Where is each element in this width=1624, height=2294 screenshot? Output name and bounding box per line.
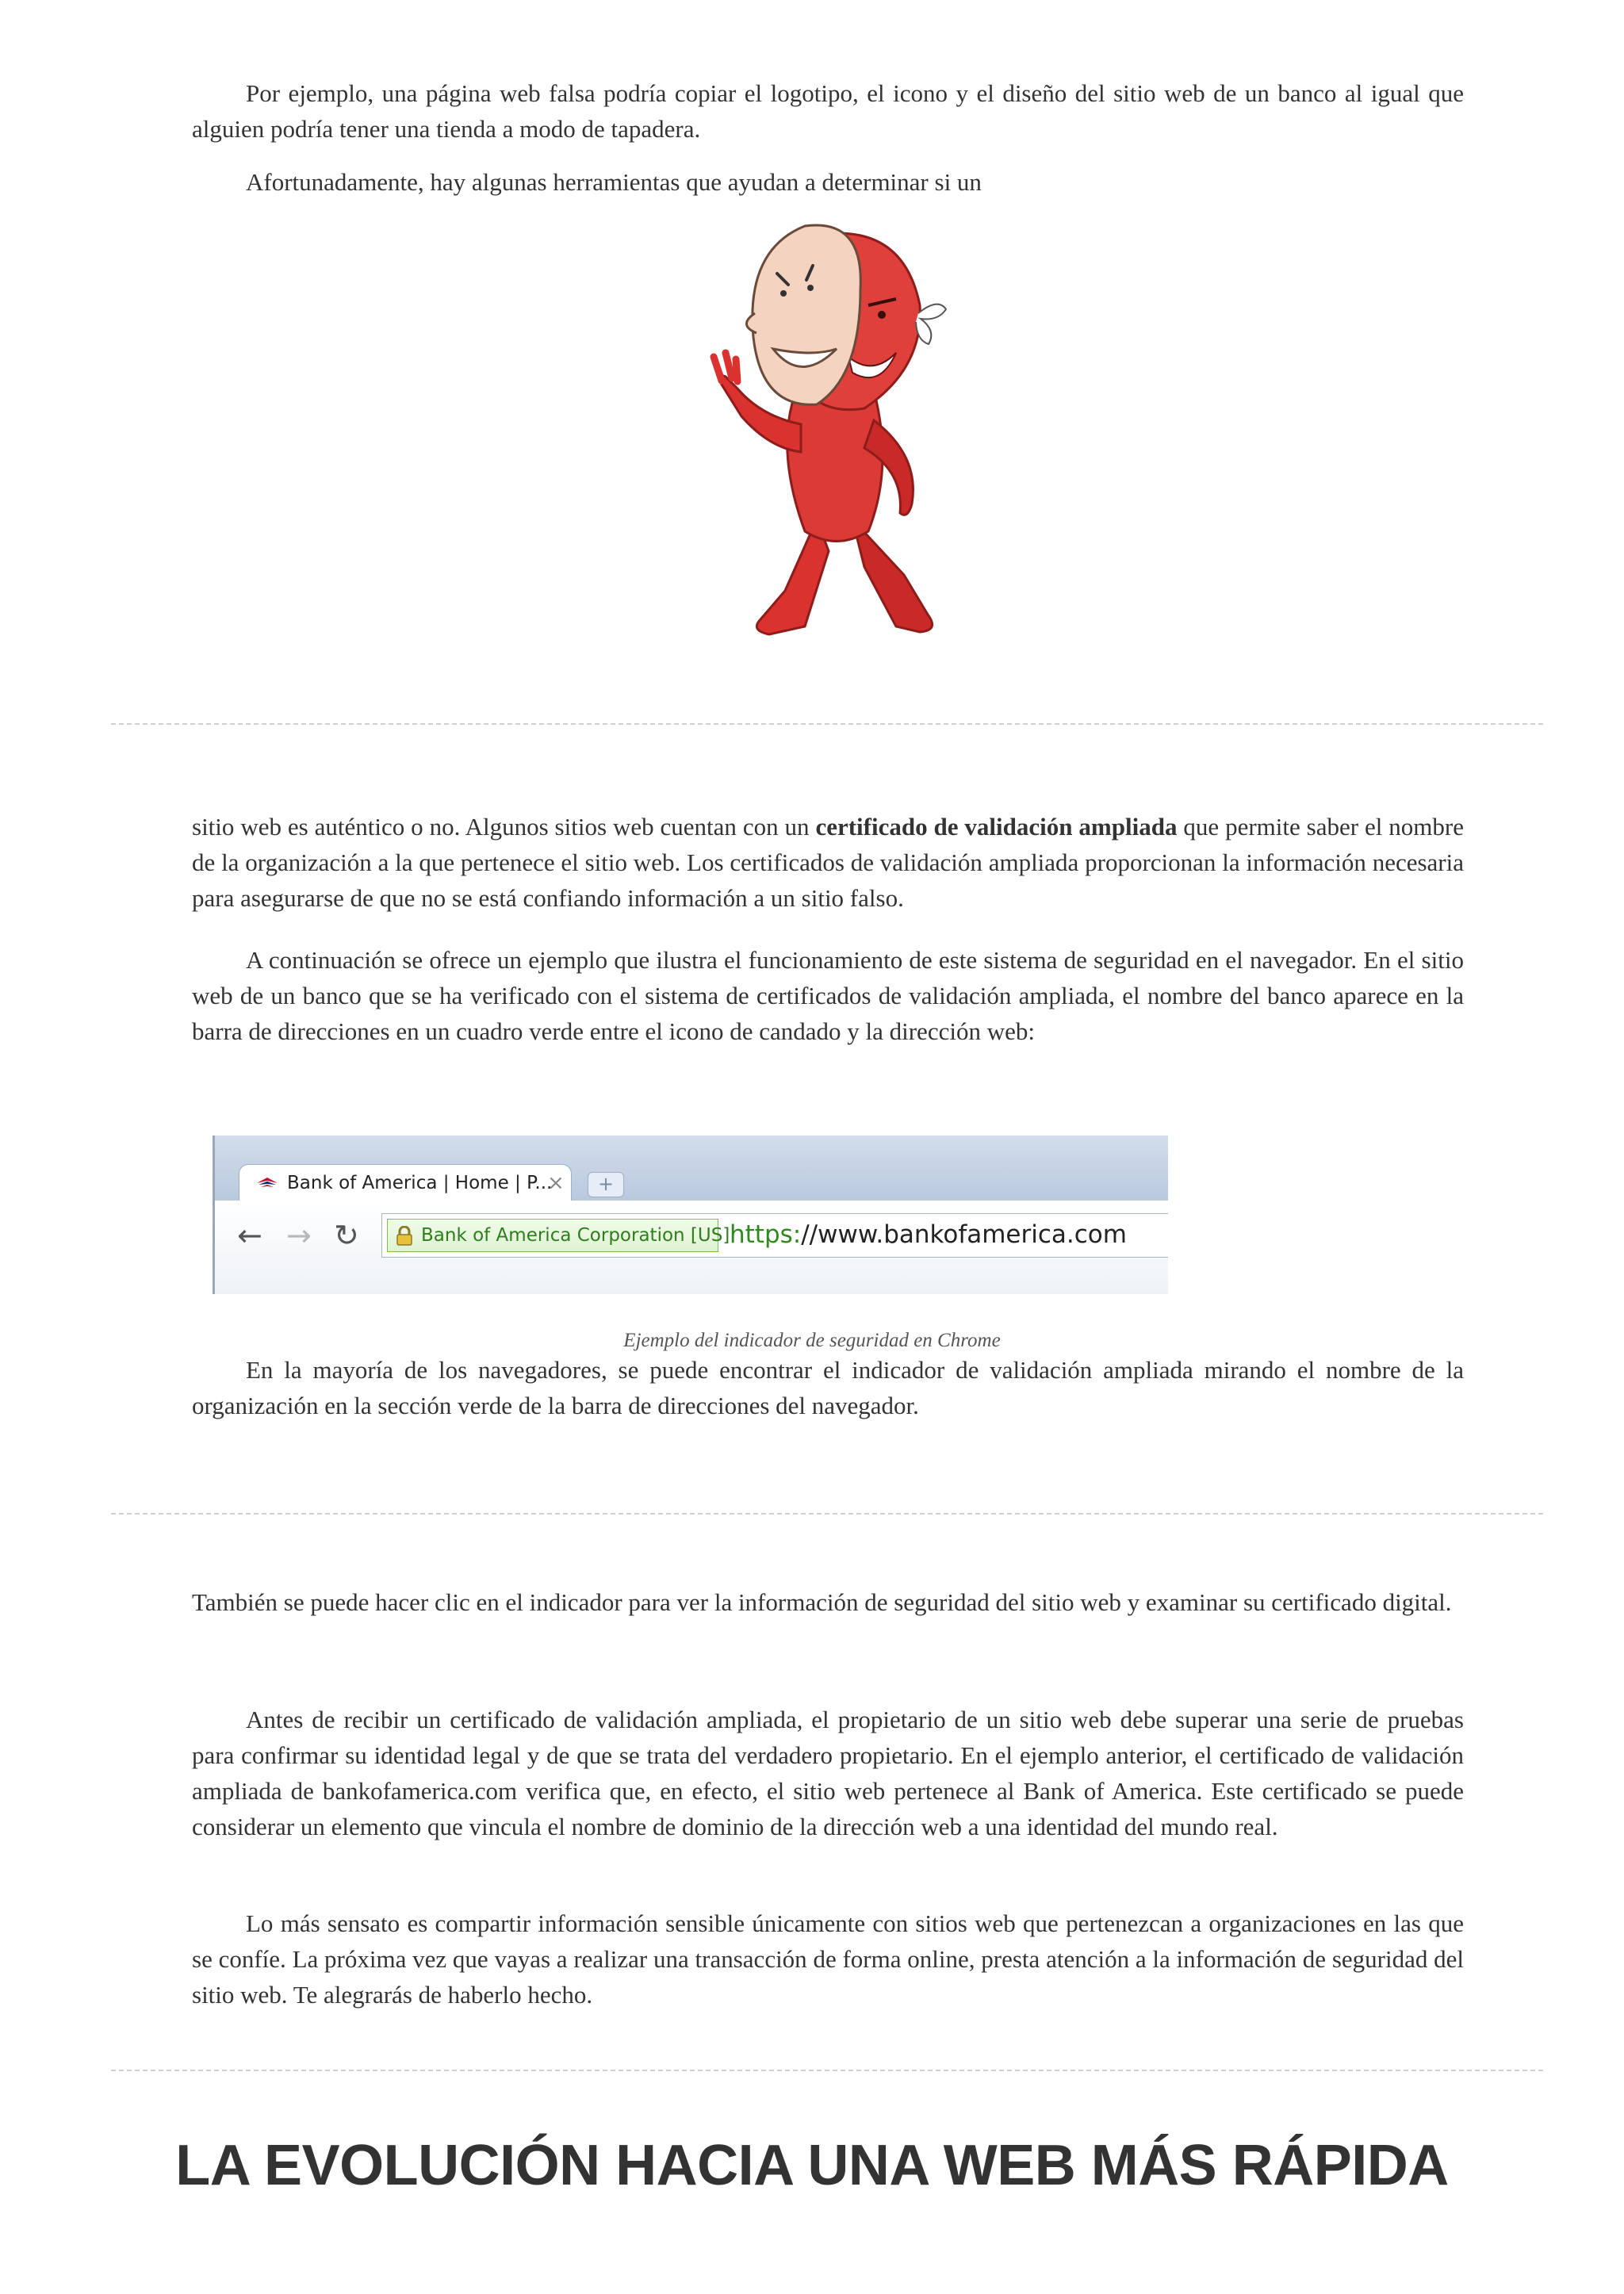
paragraph-phishing-example: Por ejemplo, una página web falsa podría copiar el logotipo, el icono y el diseño del sitio web de un banco al igual que alguien podría tener una tienda a modo de tapadera. <box>192 79 1464 143</box>
bank-flag-icon <box>255 1176 279 1190</box>
figure-caption: Ejemplo del indicador de seguridad en Chrome <box>623 1330 1001 1351</box>
section-heading: LA EVOLUCIÓN HACIA UNA WEB MÁS RÁPIDA <box>175 2134 1449 2197</box>
section-divider <box>111 723 1543 725</box>
url-text: https://www.bankofamerica.com <box>730 1220 1127 1249</box>
close-icon: × <box>547 1171 565 1195</box>
back-arrow-icon: ← <box>237 1218 262 1253</box>
forward-arrow-icon: → <box>286 1218 312 1253</box>
chrome-ev-screenshot <box>213 1136 1168 1294</box>
paragraph-certificate-process: Antes de recibir un certificado de validación ampliada, el propietario de un sitio web debe superar una serie de pruebas para confirmar su identidad legal y de que se trata del verdadero propietario. En el ejemplo anterior, el certificado de validación ampliada de bankofamerica.com verifica que, en efecto, el sitio web pertenece al Bank of America. Este certificado se puede considerar un elemento que vincula el nombre de dominio de la dirección web a una identidad del mundo real. <box>192 1706 1464 1840</box>
lock-icon <box>396 1226 413 1247</box>
paragraph-example-explanation: A continuación se ofrece un ejemplo que ilustra el funcionamiento de este sistema de seguridad en el navegador. En el sitio web de un banco que se ha verificado con el sistema de certificados de validación ampliada, el nombre del banco aparece en la barra de direcciones en un cuadro verde entre el icono de candado y la dirección web: <box>192 946 1464 1045</box>
address-bar <box>381 1213 1168 1258</box>
paragraph-advice: Lo más sensato es compartir información sensible únicamente con sitios web que pertenezcan a organizaciones en las que se confíe. La próxima vez que vayas a realizar una transacción de forma online, presta atención a la información de seguridad del sitio web. Te alegrarás de haberlo hecho. <box>192 1909 1464 2009</box>
new-tab-icon: + <box>588 1172 624 1197</box>
reload-icon: ↻ <box>334 1218 359 1253</box>
paragraph-tools-intro: Afortunadamente, hay algunas herramientas que ayudan a determinar si un <box>246 168 982 196</box>
paragraph-ev-certificate: sitio web es auténtico o no. Algunos sitios web cuentan con un certificado de validación ampliada que permite saber el nombre de la organización a la que pertenece el sitio web. Los certificados de validación ampliada proporcionan la información necesaria para asegurarse de que no se está confiando información a un sitio falso. <box>192 813 1464 912</box>
ev-certificate-term: certificado de validación ampliada <box>815 813 1178 841</box>
browser-tab <box>239 1164 572 1202</box>
masked-thief-illustration <box>666 218 999 646</box>
ev-indicator <box>387 1219 730 1252</box>
section-divider <box>111 1513 1543 1515</box>
paragraph-click-indicator: También se puede hacer clic en el indicador para ver la información de seguridad del sitio web y examinar su certificado digital. <box>192 1588 1452 1616</box>
ev-organization-label: Bank of America Corporation [US] <box>421 1225 730 1246</box>
tab-strip <box>215 1136 1168 1201</box>
tab-title: Bank of America | Home | P... <box>287 1173 553 1193</box>
browser-toolbar <box>215 1201 1168 1294</box>
paragraph-ev-location: En la mayoría de los navegadores, se puede encontrar el indicador de validación ampliada mirando el nombre de la organización en la sección verde de la barra de direcciones del navegador. <box>192 1356 1464 1419</box>
section-divider <box>111 2070 1543 2071</box>
